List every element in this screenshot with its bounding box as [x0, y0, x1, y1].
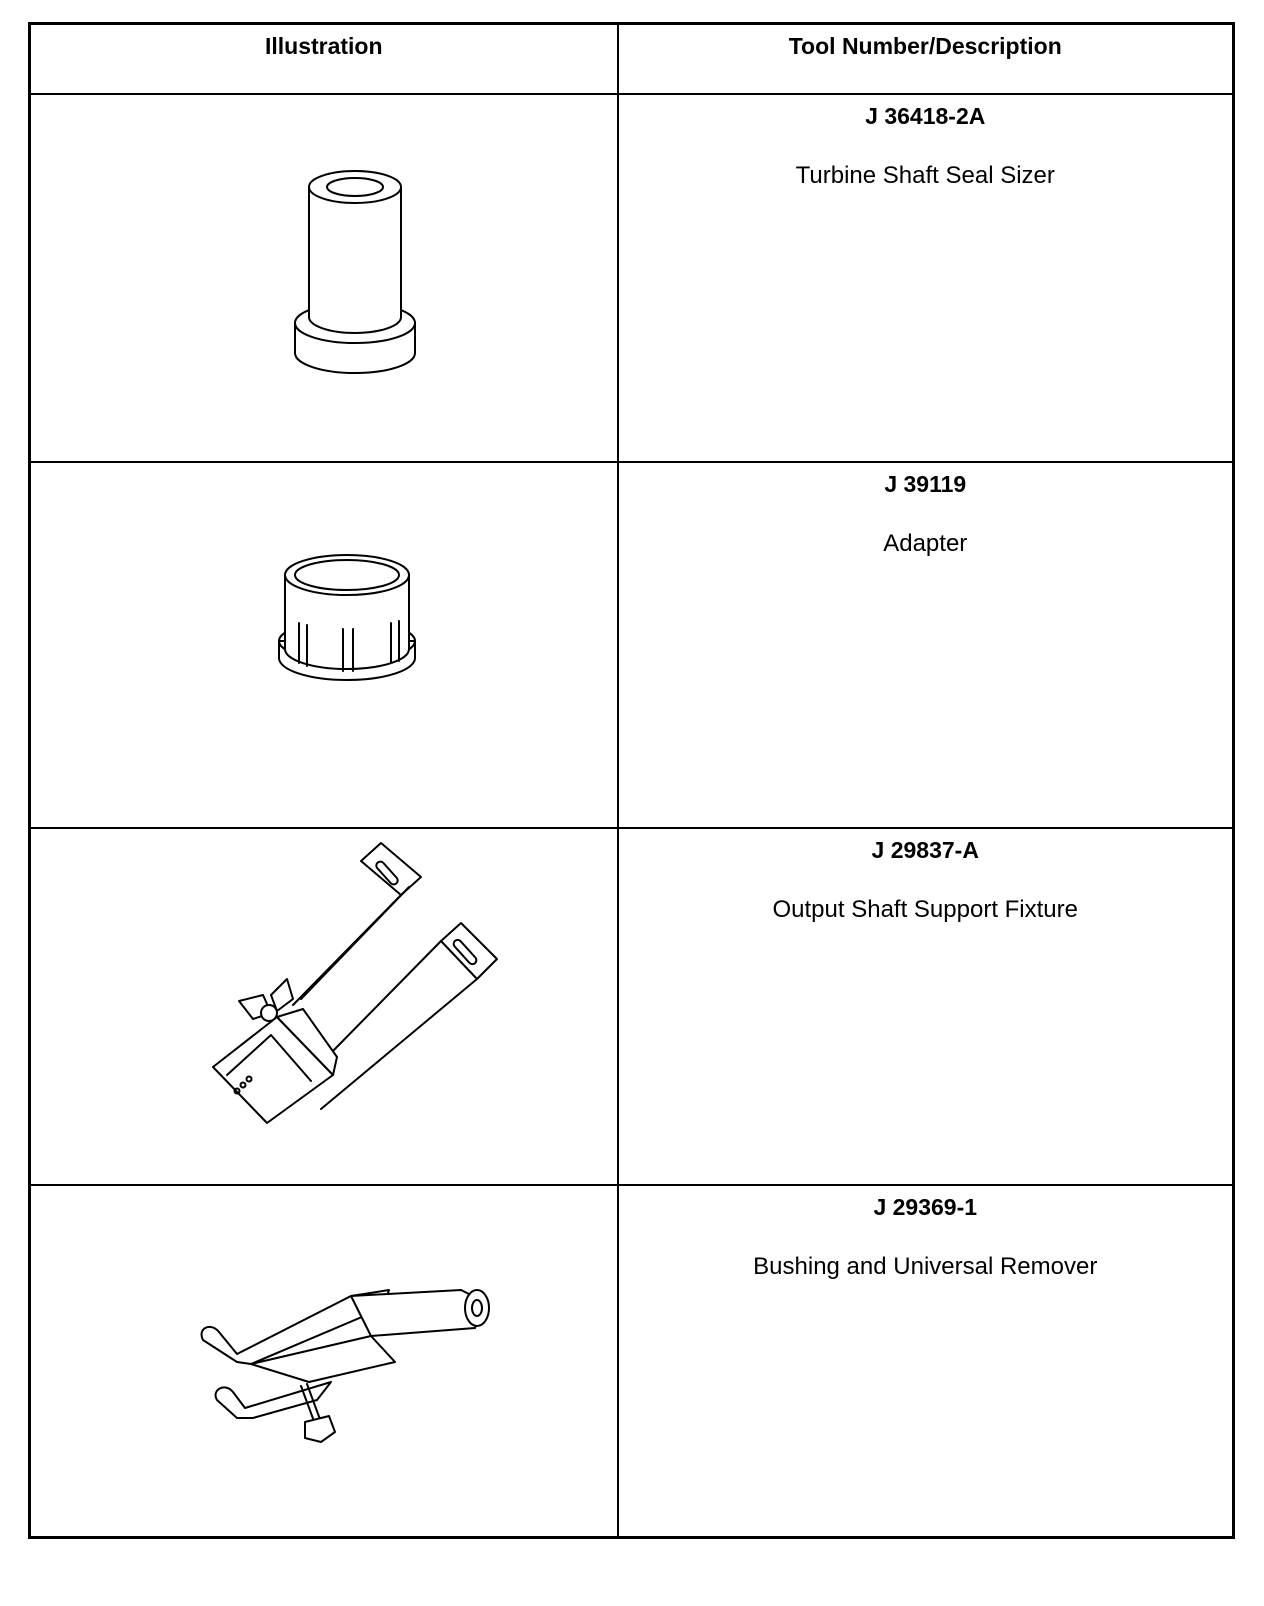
table-row	[30, 94, 1234, 462]
tool-number: J 29837-A	[871, 836, 979, 863]
seal-sizer-icon	[31, 95, 617, 461]
special-tools-table	[28, 22, 1235, 1539]
tool-info-cell	[618, 1185, 1234, 1538]
header-row	[30, 24, 1234, 94]
table-row	[30, 828, 1234, 1185]
illustration-cell	[30, 94, 618, 462]
adapter-icon	[31, 463, 617, 827]
tool-description: Turbine Shaft Seal Sizer	[795, 161, 1055, 189]
support-fixture-icon	[31, 829, 617, 1184]
tool-number-description-header: Tool Number/Description	[618, 24, 1234, 94]
tool-number: J 29369-1	[873, 1193, 978, 1220]
tool-description: Adapter	[883, 529, 968, 557]
illustration-cell	[30, 828, 618, 1185]
table-row	[30, 1185, 1234, 1538]
tool-description: Output Shaft Support Fixture	[772, 895, 1078, 923]
tool-number: J 36418-2A	[865, 102, 986, 129]
illustration-header: Illustration	[30, 24, 618, 94]
table-row	[30, 462, 1234, 828]
illustration-cell	[30, 462, 618, 828]
tool-info-cell	[618, 462, 1234, 828]
tool-info-cell	[618, 94, 1234, 462]
illustration-cell	[30, 1185, 618, 1538]
bushing-remover-icon	[31, 1186, 617, 1536]
tool-description: Bushing and Universal Remover	[753, 1252, 1098, 1280]
tool-info-cell	[618, 828, 1234, 1185]
tool-number: J 39119	[884, 470, 967, 497]
